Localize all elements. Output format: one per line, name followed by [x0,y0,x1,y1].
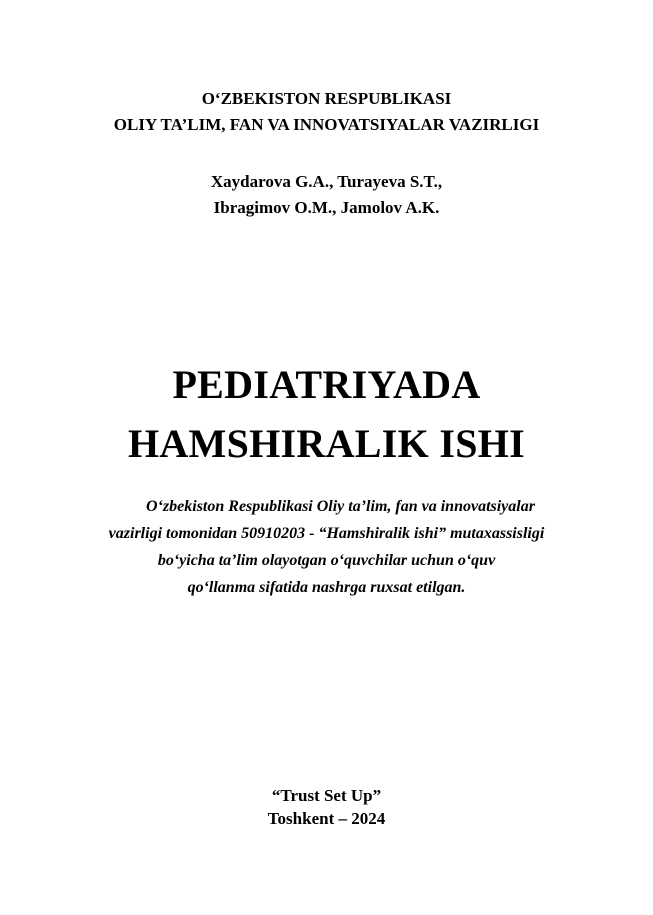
authors-line-1: Xaydarova G.A., Turayeva S.T., [210,172,443,191]
ministry-line-1: O‘ZBEKISTON RESPUBLIKASI [201,89,452,108]
book-title-line-2: HAMSHIRALIK ISHI [127,421,526,466]
authors-line-2: Ibragimov O.M., Jamolov A.K. [213,198,440,217]
approval-line-2: vazirligi tomonidan 50910203 - “Hamshiralik ishi” mutaxassisligi [108,525,545,542]
approval-line-4: qo‘llanma sifatida nashrga ruxsat etilgan. [187,579,466,596]
book-title-line-1: PEDIATRIYADA [172,362,481,407]
approval-line-1: O‘zbekiston Respublikasi Oliy ta’lim, fan va innovatsiyalar [146,498,535,515]
approval-line-3: bo‘yicha ta’lim olayotgan o‘quvchilar uchun o‘quv [157,552,496,569]
publisher-city-year: Toshkent – 2024 [267,809,386,828]
ministry-line-2: OLIY TA’LIM, FAN VA INNOVATSIYALAR VAZIRLIGI [113,115,540,134]
publisher-name: “Trust Set Up” [271,786,382,805]
